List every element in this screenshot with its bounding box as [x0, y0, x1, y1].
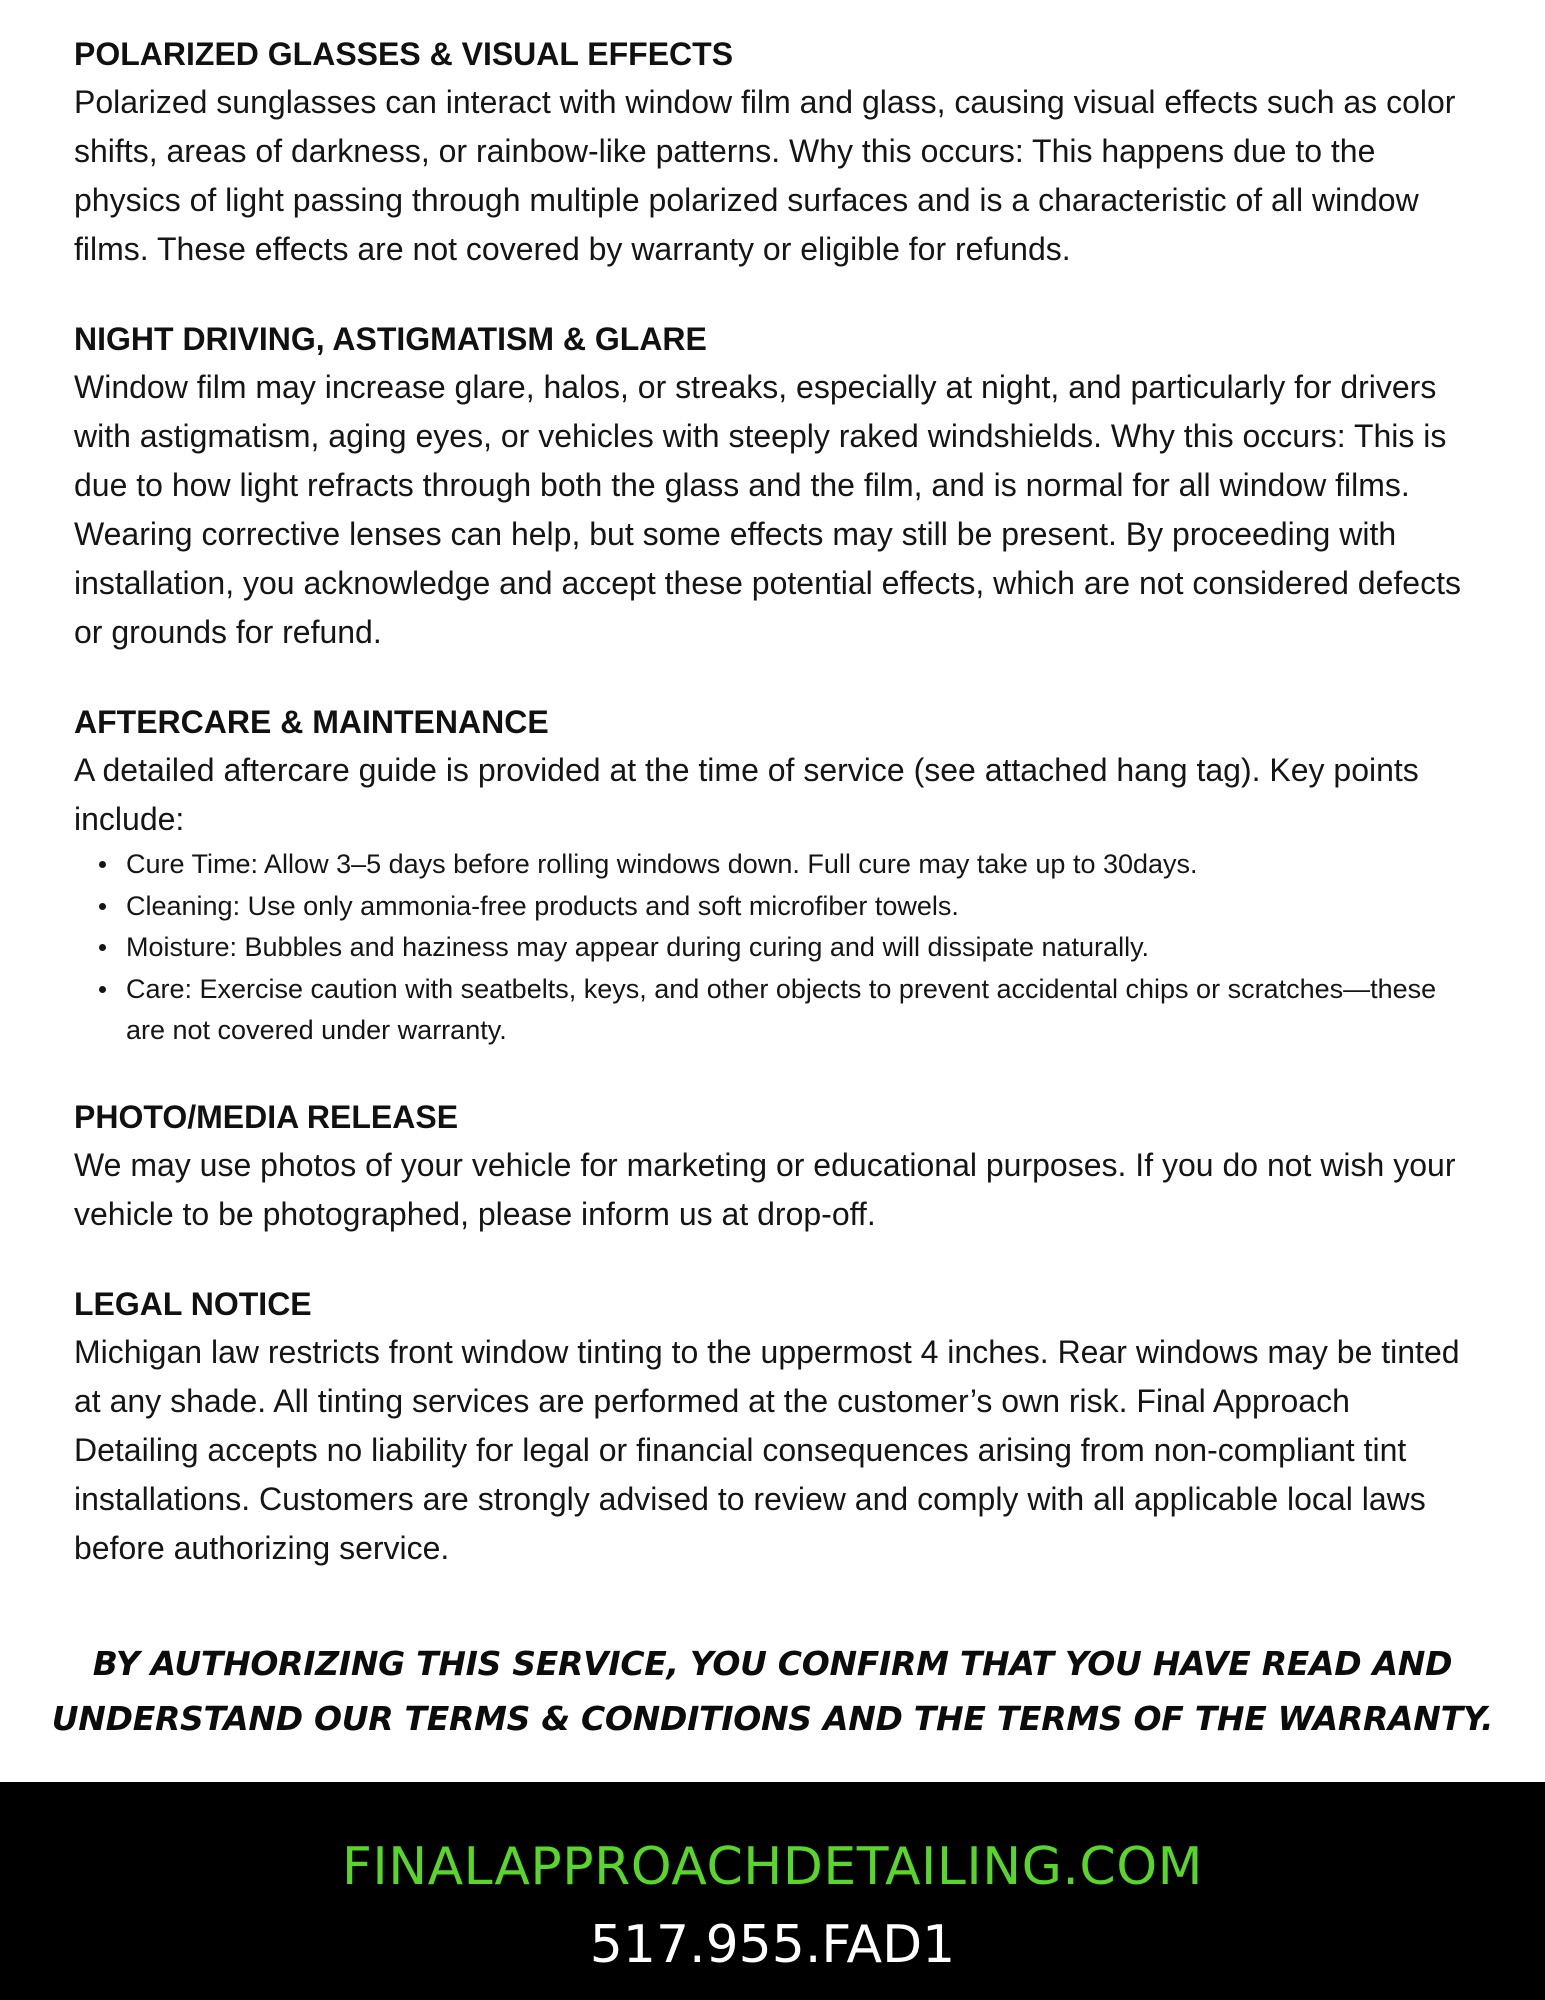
website-link[interactable]: FINALAPPROACHDETAILING.COM	[341, 1837, 1204, 1897]
authorization-line: BY AUTHORIZING THIS SERVICE, YOU CONFIRM THAT YOU HAVE READ AND	[92, 1644, 1453, 1683]
bullet-item: Care: Exercise caution with seatbelts, keys, and other objects to prevent accidental chips or scratches—these are not covered under warranty.	[126, 969, 1474, 1052]
section-night-driving	[74, 315, 1474, 657]
section-body: We may use photos of your vehicle for marketing or educational purposes. If you do not wish your vehicle to be photographed, please inform us at drop-off.	[74, 1146, 1456, 1232]
section-legal-notice	[74, 1280, 1474, 1573]
section-body: A detailed aftercare guide is provided at the time of service (see attached hang tag). Key points include:	[74, 752, 1419, 837]
bullet-item: Cleaning: Use only ammonia-free products and soft microfiber towels.	[126, 886, 1474, 928]
section-heading: AFTERCARE & MAINTENANCE	[74, 704, 549, 740]
section-heading: POLARIZED GLASSES & VISUAL EFFECTS	[74, 36, 734, 72]
phone-number[interactable]: 517.955.FAD1	[589, 1915, 956, 1975]
footer	[0, 1782, 1545, 2000]
section-photo-media-release	[74, 1093, 1474, 1239]
section-polarized-glasses	[74, 30, 1474, 274]
terms-content	[74, 30, 1474, 1614]
section-heading: PHOTO/MEDIA RELEASE	[74, 1098, 459, 1135]
section-body: Michigan law restricts front window tinting to the uppermost 4 inches. Rear windows may be tinted at any shade. All tinting services are performed at the customer’s own risk. Final Approach Detailing accepts no liability for legal or financial consequences arising from non-compliant tint installations. Customers are strongly advised to review and comply with all applicable local laws before authorizing service.	[74, 1333, 1460, 1566]
authorization-line: UNDERSTAND OUR TERMS & CONDITIONS AND THE TERMS OF THE WARRANTY.	[51, 1699, 1494, 1738]
section-aftercare	[74, 698, 1474, 1052]
authorization-statement	[0, 1636, 1545, 1746]
aftercare-bullet-list	[74, 844, 1474, 1052]
section-heading: NIGHT DRIVING, ASTIGMATISM & GLARE	[74, 321, 707, 357]
section-heading: LEGAL NOTICE	[74, 1285, 312, 1322]
bullet-item: Cure Time: Allow 3–5 days before rolling windows down. Full cure may take up to 30days.	[126, 844, 1474, 886]
bullet-item: Moisture: Bubbles and haziness may appear during curing and will dissipate naturally.	[126, 927, 1474, 969]
section-body: Window film may increase glare, halos, or streaks, especially at night, and particularly for drivers with astigmatism, aging eyes, or vehicles with steeply raked windshields. Why this occurs: This is due to how light refracts through both the glass and the film, and is normal for all window films. Wearing corrective lenses can help, but some effects may still be present. By proceeding with installation, you acknowledge and accept these potential effects, which are not considered defects or grounds for refund.	[74, 369, 1461, 650]
section-body: Polarized sunglasses can interact with window film and glass, causing visual effects such as color shifts, areas of darkness, or rainbow-like patterns. Why this occurs: This happens due to the physics of light passing through multiple polarized surfaces and is a characteristic of all window films. These effects are not covered by warranty or eligible for refunds.	[74, 84, 1456, 267]
